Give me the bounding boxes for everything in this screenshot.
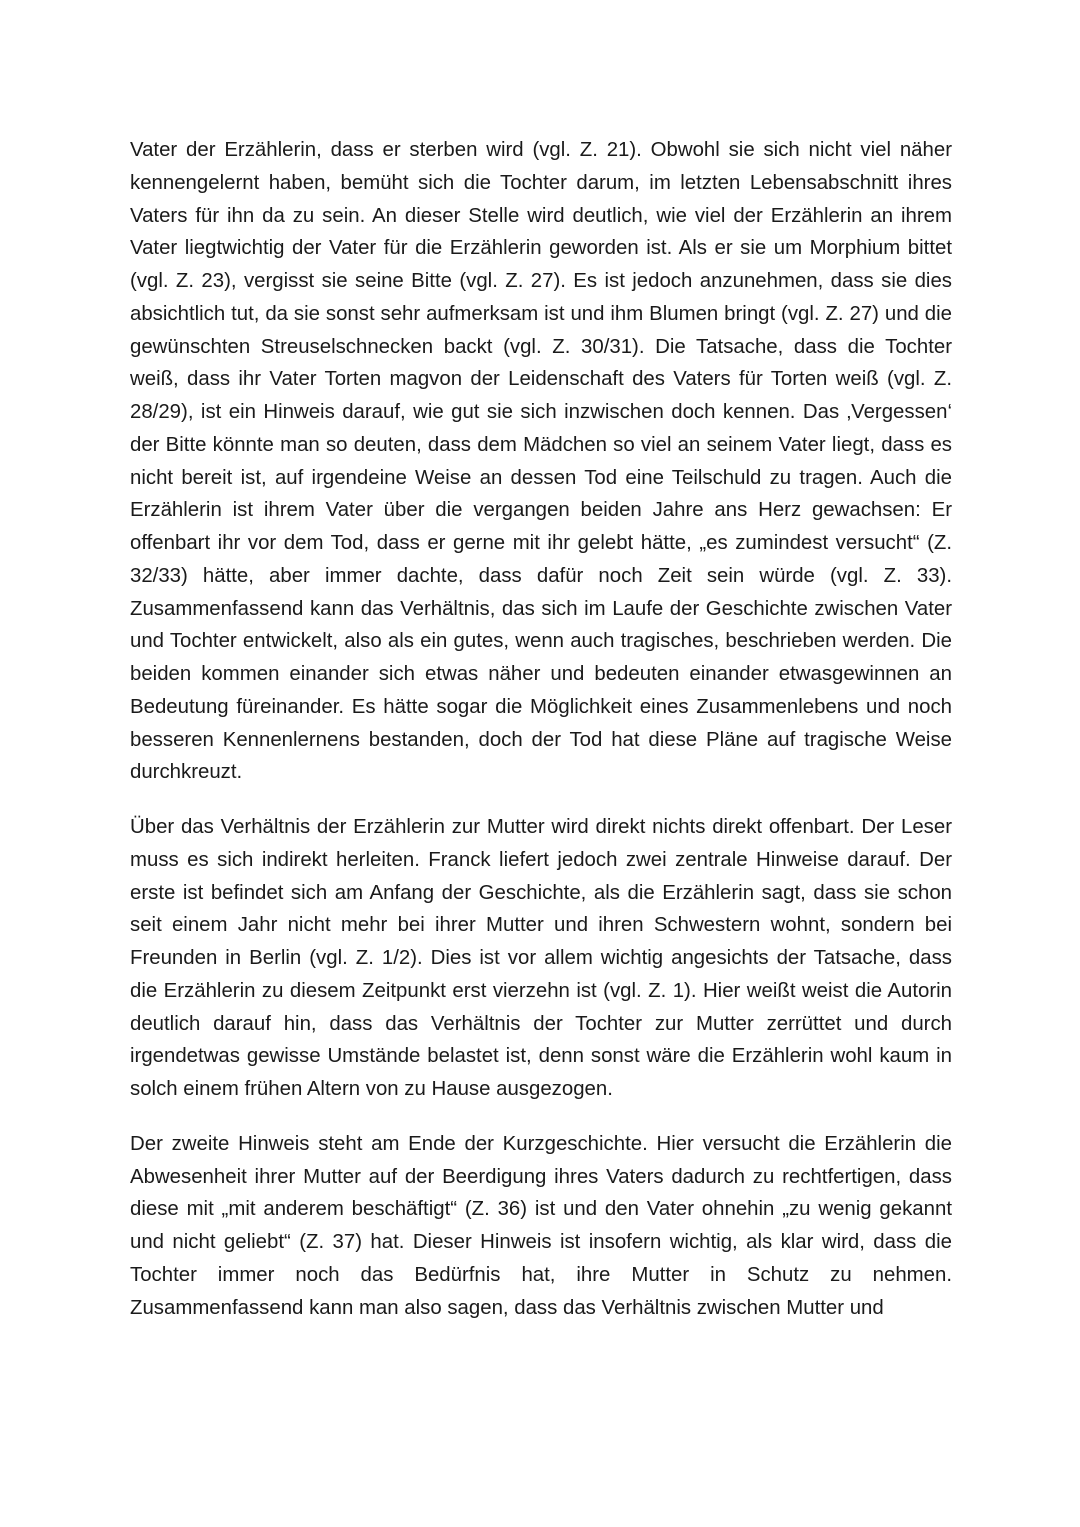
paragraph-father-relationship: Vater der Erzählerin, dass er sterben wird (vgl. Z. 21). Obwohl sie sich nicht viel näher kennengelernt haben, bemüht sich die Tochter darum, im letzten Lebensabschnitt ihres Vaters für ihn da zu sein. An dieser Stelle wird deutlich, wie viel der Erzählerin an ihrem Vater liegtwichtig der Vater für die Erzählerin geworden ist. Als er sie um Morphium bittet (vgl. Z. 23), vergisst sie seine Bitte (vgl. Z. 27). Es ist jedoch anzunehmen, dass sie dies absichtlich tut, da sie sonst sehr aufmerksam ist und ihm Blumen bringt (vgl. Z. 27) und die gewünschten Streuselschnecken backt (vgl. Z. 30/31). Die Tatsache, dass die Tochter weiß, dass ihr Vater Torten magvon der Leidenschaft des Vaters für Torten weiß (vgl. Z. 28/29), ist ein Hinweis darauf, wie gut sie sich inzwischen doch kennen. Das ‚Vergessen‘ der Bitte könnte man so deuten, dass dem Mädchen so viel an seinem Vater liegt, dass es nicht bereit ist, auf irgendeine Weise an dessen Tod eine Teilschuld zu tragen. Auch die Erzählerin ist ihrem Vater über die vergangen beiden Jahre ans Herz gewachsen: Er offenbart ihr vor dem Tod, dass er gerne mit ihr gelebt hätte, „es zumindest versucht“ (Z. 32/33) hätte, aber immer dachte, dass dafür noch Zeit sein würde (vgl. Z. 33). Zusammenfassend kann das Verhältnis, das sich im Laufe der Geschichte zwischen Vater und Tochter entwickelt, also als ein gutes, wenn auch tragisches, beschrieben werden. Die beiden kommen einander sich etwas näher und bedeuten einander etwasgewinnen an Bedeutung füreinander. Es hätte sogar die Möglichkeit eines Zusammenlebens und noch besseren Kennenlernens bestanden, doch der Tod hat diese Pläne auf tragische Weise durchkreuzt. xyxy=(130,139,952,784)
paragraph-mother-relationship-second-hint: Der zweite Hinweis steht am Ende der Kurzgeschichte. Hier versucht die Erzählerin die Abwesenheit ihrer Mutter auf der Beerdigung ihres Vaters dadurch zu rechtfertigen, dass diese mit „mit anderem beschäftigt“ (Z. 36) ist und den Vater ohnehin „zu wenig gekannt und nicht geliebt“ (Z. 37) hat. Dieser Hinweis ist insofern wichtig, als klar wird, dass die Tochter immer noch das Bedürfnis hat, ihre Mutter in Schutz zu nehmen. Zusammenfassend kann man also sagen, dass das Verhältnis zwischen Mutter und xyxy=(130,1132,952,1319)
paragraph-mother-relationship-first-hint: Über das Verhältnis der Erzählerin zur Mutter wird direkt nichts direkt offenbart. Der Leser muss es sich indirekt herleiten. Franck liefert jedoch zwei zentrale Hinweise darauf. Der erste ist befindet sich am Anfang der Geschichte, als die Erzählerin sagt, dass sie schon seit einem Jahr nicht mehr bei ihrer Mutter und ihren Schwestern wohnt, sondern bei Freunden in Berlin (vgl. Z. 1/2). Dies ist vor allem wichtig angesichts der Tatsache, dass die Erzählerin zu diesem Zeitpunkt erst vierzehn ist (vgl. Z. 1). Hier weißt weist die Autorin deutlich darauf hin, dass das Verhältnis der Tochter zur Mutter zerrüttet und durch irgendetwas gewisse Umstände belastet ist, denn sonst wäre die Erzählerin wohl kaum in solch einem frühen Altern von zu Hause ausgezogen. xyxy=(130,816,952,1100)
document-page xyxy=(130,134,952,1324)
